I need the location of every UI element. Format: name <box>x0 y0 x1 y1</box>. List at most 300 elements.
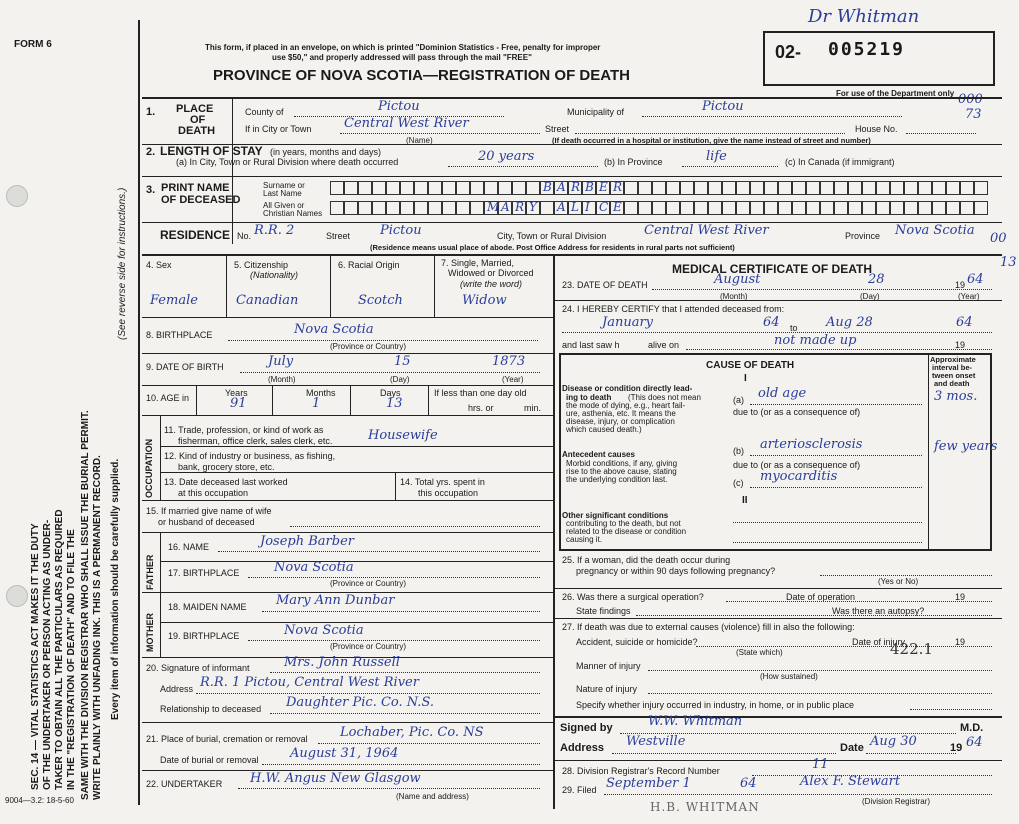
other-conditions-line-2 <box>733 542 922 543</box>
registration-prefix: 02- <box>775 42 802 62</box>
marital-status-sublabel: (write the word) <box>460 279 523 289</box>
letter-cell[interactable] <box>876 181 890 195</box>
birthplace-value[interactable]: Nova Scotia <box>294 322 374 337</box>
rule <box>350 385 351 415</box>
letter-cell[interactable] <box>414 201 428 215</box>
letter-cell[interactable] <box>932 201 946 215</box>
attended-from-value[interactable]: January <box>602 315 654 330</box>
disease-label-5: ure, asthenia, etc. It means the <box>566 409 676 418</box>
letter-cell[interactable] <box>694 201 708 215</box>
municipality-label: Municipality of <box>567 107 625 117</box>
rule <box>330 254 331 317</box>
division-registrar-signature[interactable]: Alex F. Stewart <box>800 774 901 789</box>
letter-cell[interactable] <box>470 181 484 195</box>
letter-cell[interactable] <box>610 201 624 215</box>
letter-cell[interactable] <box>638 201 652 215</box>
printed-letter: Y <box>529 200 537 214</box>
letter-cell[interactable] <box>918 181 932 195</box>
letter-cell[interactable] <box>778 181 792 195</box>
dob-month-sublabel: (Month) <box>268 375 296 384</box>
physician-address-value[interactable]: Westville <box>626 734 686 749</box>
cause-b-value[interactable]: arteriosclerosis <box>760 437 863 452</box>
side-instruction-7: Every item of information should be carefully supplied. <box>110 458 121 720</box>
printed-letter: A <box>501 200 510 214</box>
marital-status-label-2: Widowed or Divorced <box>448 268 534 278</box>
age-years-value[interactable]: 91 <box>230 396 247 411</box>
letter-cell[interactable] <box>610 181 624 195</box>
residence-province-value[interactable]: Nova Scotia <box>895 223 975 238</box>
letter-cell[interactable] <box>456 201 470 215</box>
death-month-value[interactable]: August <box>714 272 761 287</box>
letter-cell[interactable] <box>582 201 596 215</box>
letter-cell[interactable] <box>582 181 596 195</box>
letter-cell[interactable] <box>848 181 862 195</box>
letter-cell[interactable] <box>834 181 848 195</box>
rule <box>142 254 1002 256</box>
letter-cell[interactable] <box>428 181 442 195</box>
letter-cell[interactable] <box>694 181 708 195</box>
father-side-label: FATHER <box>145 554 155 590</box>
letter-cell[interactable] <box>736 181 750 195</box>
surname-label-1: Surname or <box>263 181 305 190</box>
given-label-1: All Given or <box>263 201 305 210</box>
residence-no-value[interactable]: R.R. 2 <box>254 223 295 238</box>
letter-cell[interactable] <box>904 181 918 195</box>
age-label: 10. AGE in <box>146 393 190 403</box>
letter-cell[interactable] <box>890 181 904 195</box>
rule <box>160 532 161 657</box>
filed-date-value[interactable]: September 1 <box>606 776 691 791</box>
death-date-line <box>652 289 992 290</box>
letter-cell[interactable] <box>596 201 610 215</box>
letter-cell[interactable] <box>974 181 988 195</box>
rule <box>142 722 553 723</box>
cause-c-label: (c) <box>733 478 744 488</box>
letter-cell[interactable] <box>554 201 568 215</box>
letter-cell[interactable] <box>498 181 512 195</box>
citizenship-value[interactable]: Canadian <box>236 293 299 308</box>
letter-cell[interactable] <box>932 181 946 195</box>
informant-address-value[interactable]: R.R. 1 Pictou, Central West River <box>200 675 419 690</box>
printed-letter: E <box>613 200 622 214</box>
stay-province-label: (b) In Province <box>604 157 663 167</box>
letter-cell[interactable] <box>344 181 358 195</box>
cause-b-interval[interactable]: few years <box>934 439 998 454</box>
attended-to-year[interactable]: 64 <box>956 315 973 330</box>
other-conditions-label-4: causing it. <box>566 535 603 544</box>
last-saw-value[interactable]: not made up <box>774 333 857 348</box>
autopsy-question: Was there an autopsy? <box>832 606 925 616</box>
city-town-label: If in City or Town <box>245 124 312 134</box>
letter-cell[interactable] <box>876 201 890 215</box>
registration-number: 005219 <box>828 39 906 60</box>
letter-cell[interactable] <box>400 201 414 215</box>
mother-maiden-name-label: 18. MAIDEN NAME <box>168 602 247 612</box>
place-label-3: DEATH <box>178 125 216 137</box>
mother-birthplace-sublabel: (Province or Country) <box>330 642 407 651</box>
burial-date-label: Date of burial or removal <box>160 755 259 765</box>
letter-cell[interactable] <box>526 201 540 215</box>
external-causes-label: 27. If death was due to external causes (violence) fill in also the following: <box>562 622 855 632</box>
binder-hole <box>6 185 28 207</box>
father-birthplace-label: 17. BIRTHPLACE <box>168 568 240 578</box>
death-day-value[interactable]: 28 <box>868 272 885 287</box>
mail-notice-1: This form, if placed in an envelope, on which is printed "Dominion Statistics - Free, penalty for improper <box>205 43 601 52</box>
letter-cell[interactable] <box>806 181 820 195</box>
letter-cell[interactable] <box>456 181 470 195</box>
attended-to-value[interactable]: Aug 28 <box>826 315 873 330</box>
letter-cell[interactable] <box>358 181 372 195</box>
binder-hole <box>6 585 28 607</box>
side-instruction-2: OF THE UNDERTAKER OR PERSON ACTING AS UNDER- <box>42 519 53 790</box>
record-number-value[interactable]: 11 <box>812 757 829 772</box>
father-birthplace-value[interactable]: Nova Scotia <box>274 560 354 575</box>
surname-letter-grid[interactable] <box>330 181 990 195</box>
letter-cell[interactable] <box>862 181 876 195</box>
marital-status-value[interactable]: Widow <box>462 293 507 308</box>
letter-cell[interactable] <box>638 181 652 195</box>
letter-cell[interactable] <box>498 201 512 215</box>
side-instruction-6: WRITE PLAINLY WITH UNFADING INK. THIS IS A PERMANENT RECORD. <box>92 455 103 800</box>
undertaker-label: 22. UNDERTAKER <box>146 779 223 789</box>
surgery-line <box>726 601 992 602</box>
cause-b-line <box>750 455 922 456</box>
dob-year[interactable]: 1873 <box>492 354 526 369</box>
letter-cell[interactable] <box>596 181 610 195</box>
letter-cell[interactable] <box>484 181 498 195</box>
dob-year-sublabel: (Year) <box>502 375 524 384</box>
cause-b-label: (b) <box>733 446 744 456</box>
cause-b-due-to: due to (or as a consequence of) <box>733 460 861 470</box>
cause-a-value[interactable]: old age <box>758 386 807 401</box>
department-use-label: For use of the Department only <box>836 89 955 98</box>
last-worked-label-2: at this occupation <box>178 488 249 498</box>
letter-cell[interactable] <box>428 201 442 215</box>
given-names-letter-grid[interactable] <box>330 201 990 215</box>
stay-city-value[interactable]: 20 years <box>478 149 535 164</box>
county-value[interactable]: Pictou <box>378 99 420 114</box>
burial-place-value[interactable]: Lochaber, Pic. Co. NS <box>340 725 484 740</box>
burial-date-value[interactable]: August 31, 1964 <box>290 746 399 761</box>
letter-cell[interactable] <box>834 201 848 215</box>
sign-date-line <box>866 753 956 754</box>
letter-cell[interactable] <box>806 201 820 215</box>
signed-by-label: Signed by <box>560 722 613 734</box>
letter-cell[interactable] <box>666 201 680 215</box>
death-year-value[interactable]: 64 <box>967 272 984 287</box>
last-saw-year-prefix: 19 <box>955 340 966 350</box>
mother-side-label: MOTHER <box>145 613 155 652</box>
city-name-sublabel: (Name) <box>406 136 433 145</box>
how-sustained-sublabel: (How sustained) <box>760 672 818 681</box>
letter-cell[interactable] <box>708 181 722 195</box>
death-year-prefix: 19 <box>955 280 966 290</box>
mother-birthplace-line <box>248 640 540 641</box>
mother-maiden-name-value[interactable]: Mary Ann Dunbar <box>276 593 395 608</box>
letter-cell[interactable] <box>624 181 638 195</box>
minutes-label: min. <box>524 403 542 413</box>
citizenship-label: 5. Citizenship <box>234 260 289 270</box>
physician-address-label: Address <box>560 742 605 754</box>
rule <box>395 472 396 500</box>
cause-a-interval[interactable]: 3 mos. <box>934 389 978 404</box>
cause-a-due-to: due to (or as a consequence of) <box>733 407 861 417</box>
rule <box>142 500 553 501</box>
sign-year-prefix: 19 <box>950 742 963 754</box>
racial-origin-value[interactable]: Scotch <box>358 293 403 308</box>
printed-letter: R <box>613 180 623 194</box>
informant-line <box>270 672 540 673</box>
dob-day[interactable]: 15 <box>394 354 411 369</box>
other-conditions-label-3: related to the disease or condition <box>566 527 687 536</box>
relationship-label: Relationship to deceased <box>160 704 262 714</box>
occupation-side-label: OCCUPATION <box>144 438 154 498</box>
side-instruction-5: SAME WITH THE DIVISION REGISTRAR WHO SHALL ISSUE THE BURIAL PERMIT. <box>80 410 91 800</box>
hours-label: hrs. or <box>468 403 494 413</box>
undertaker-line <box>238 788 540 789</box>
state-which-sublabel: (State which) <box>736 648 783 657</box>
disease-label-4: the mode of dying, e.g., heart fail- <box>566 401 686 410</box>
dob-month[interactable]: July <box>268 354 294 369</box>
residence-street-value[interactable]: Pictou <box>380 223 422 238</box>
dob-line <box>240 372 540 373</box>
letter-cell[interactable] <box>946 201 960 215</box>
letter-cell[interactable] <box>918 201 932 215</box>
burial-place-label: 21. Place of burial, cremation or removal <box>146 734 308 744</box>
city-line <box>340 133 540 134</box>
attended-from-year[interactable]: 64 <box>763 315 780 330</box>
rule <box>553 254 555 809</box>
letter-cell[interactable] <box>540 201 554 215</box>
letter-cell[interactable] <box>344 201 358 215</box>
death-day-sublabel: (Day) <box>860 292 880 301</box>
letter-cell[interactable] <box>372 201 386 215</box>
findings-label: State findings <box>576 606 631 616</box>
printed-letter: M <box>487 200 500 214</box>
father-name-line <box>218 551 540 552</box>
disease-label-3: (This does not mean <box>628 393 701 402</box>
letter-cell[interactable] <box>680 181 694 195</box>
trade-label-1: 11. Trade, profession, or kind of work as <box>164 425 324 435</box>
mother-maiden-name-line <box>262 611 540 612</box>
form-number: FORM 6 <box>14 39 52 50</box>
classification-code[interactable]: 422.1 <box>890 640 933 658</box>
letter-cell[interactable] <box>358 201 372 215</box>
dob-day-sublabel: (Day) <box>390 375 410 384</box>
letter-cell[interactable] <box>400 181 414 195</box>
letter-cell[interactable] <box>722 201 736 215</box>
city-town-value[interactable]: Central West River <box>344 116 469 131</box>
industry-label-2: bank, grocery store, etc. <box>178 462 275 472</box>
letter-cell[interactable] <box>750 181 764 195</box>
letter-cell[interactable] <box>890 201 904 215</box>
operation-year-prefix: 19 <box>955 592 966 602</box>
medical-certificate-title: MEDICAL CERTIFICATE OF DEATH <box>672 262 872 276</box>
filed-line <box>604 794 992 795</box>
nature-label: Nature of injury <box>576 684 638 694</box>
municipality-value[interactable]: Pictou <box>702 99 744 114</box>
trade-value[interactable]: Housewife <box>368 428 438 443</box>
rule <box>142 415 553 416</box>
age-months-value[interactable]: 1 <box>312 396 321 411</box>
letter-cell[interactable] <box>778 201 792 215</box>
informant-address-line <box>196 693 540 694</box>
letter-cell[interactable] <box>568 181 582 195</box>
interval-label-3: tween onset <box>932 371 976 380</box>
manner-label: Manner of injury <box>576 661 641 671</box>
stay-city-line <box>448 166 598 167</box>
last-saw-label: and last saw h <box>562 340 620 350</box>
letter-cell[interactable] <box>512 201 526 215</box>
letter-cell[interactable] <box>750 201 764 215</box>
stay-province-line <box>682 166 778 167</box>
letter-cell[interactable] <box>386 181 400 195</box>
cause-c-value[interactable]: myocarditis <box>760 469 838 484</box>
injury-location-label: Specify whether injury occurred in industry, in home, or in public place <box>576 700 854 710</box>
informant-signature[interactable]: Mrs. John Russell <box>284 655 400 670</box>
cause-a-line <box>750 404 922 405</box>
letter-cell[interactable] <box>848 201 862 215</box>
letter-cell[interactable] <box>442 201 456 215</box>
place-num: 1. <box>146 106 156 118</box>
age-days-value[interactable]: 13 <box>386 396 403 411</box>
residence-note: (Residence means usual place of abode. Post Office Address for residents in rural parts not sufficient) <box>370 243 735 252</box>
residence-city-label: City, Town or Rural Division <box>497 231 607 241</box>
rule <box>555 618 1002 619</box>
last-saw-alive-label: alive on <box>648 340 680 350</box>
letter-cell[interactable] <box>442 181 456 195</box>
letter-cell[interactable] <box>624 201 638 215</box>
letter-cell[interactable] <box>960 201 974 215</box>
industry-label-1: 12. Kind of industry or business, as fishing, <box>164 451 336 461</box>
last-worked-label-1: 13. Date deceased last worked <box>164 477 288 487</box>
letter-cell[interactable] <box>330 201 344 215</box>
letter-cell[interactable] <box>414 181 428 195</box>
handwritten-top-name: Dr Whitman <box>808 6 920 27</box>
letter-cell[interactable] <box>708 201 722 215</box>
letter-cell[interactable] <box>470 201 484 215</box>
informant-label: 20. Signature of informant <box>146 663 250 673</box>
letter-cell[interactable] <box>652 201 666 215</box>
father-birthplace-sublabel: (Province or Country) <box>330 579 407 588</box>
age-years-label: Years <box>225 388 248 398</box>
letter-cell[interactable] <box>764 181 778 195</box>
county-label: County of <box>245 107 284 117</box>
death-date-label: 23. DATE OF DEATH <box>562 280 648 290</box>
residence-street-label: Street <box>326 231 351 241</box>
printed-letter: A <box>557 200 566 214</box>
letter-cell[interactable] <box>568 201 582 215</box>
letter-cell[interactable] <box>862 201 876 215</box>
printed-letter: E <box>599 180 608 194</box>
letter-cell[interactable] <box>540 181 554 195</box>
letter-cell[interactable] <box>960 181 974 195</box>
stay-province-value[interactable]: life <box>706 149 727 164</box>
letter-cell[interactable] <box>652 181 666 195</box>
left-margin-rule <box>138 20 140 805</box>
sign-year-value[interactable]: 64 <box>966 735 983 750</box>
letter-cell[interactable] <box>554 181 568 195</box>
letter-cell[interactable] <box>666 181 680 195</box>
burial-place-line <box>318 743 540 744</box>
letter-cell[interactable] <box>792 181 806 195</box>
residence-province-label: Province <box>845 231 881 241</box>
antecedent-label-4: the underlying condition last. <box>566 475 668 484</box>
printed-letter: C <box>599 200 609 214</box>
interval-label-1: Approximate <box>930 355 976 364</box>
letter-cell[interactable] <box>792 201 806 215</box>
relationship-value[interactable]: Daughter Pic. Co. N.S. <box>286 695 435 710</box>
letter-cell[interactable] <box>820 181 834 195</box>
physician-signature[interactable]: W.W. Whitman <box>648 714 743 729</box>
sex-value[interactable]: Female <box>150 293 198 308</box>
side-instruction-3: TAKER TO OBTAIN ALL THE PARTICULARS AS REQUIRED <box>54 509 65 790</box>
margin-code-3: 00 <box>990 231 1007 246</box>
findings-line <box>636 615 992 616</box>
letter-cell[interactable] <box>526 181 540 195</box>
letter-cell[interactable] <box>512 181 526 195</box>
injury-location-line <box>910 709 992 710</box>
letter-cell[interactable] <box>330 181 344 195</box>
letter-cell[interactable] <box>764 201 778 215</box>
antecedent-label-1: Antecedent causes <box>562 450 635 459</box>
letter-cell[interactable] <box>946 181 960 195</box>
letter-cell[interactable] <box>372 181 386 195</box>
interval-label-2: interval be- <box>932 363 973 372</box>
filed-label: 29. Filed <box>562 785 597 795</box>
accident-label: Accident, suicide or homicide? <box>576 637 698 647</box>
letter-cell[interactable] <box>820 201 834 215</box>
pregnancy-sublabel: (Yes or No) <box>878 577 919 586</box>
relationship-line <box>270 713 540 714</box>
printed-letter: B <box>543 180 552 194</box>
filed-year-value[interactable]: 64 <box>740 776 757 791</box>
manner-line <box>648 670 992 671</box>
spouse-line <box>290 526 540 527</box>
father-name-value[interactable]: Joseph Barber <box>260 534 354 549</box>
mother-birthplace-value[interactable]: Nova Scotia <box>284 623 364 638</box>
undertaker-value[interactable]: H.W. Angus New Glasgow <box>250 771 421 786</box>
disease-label-7: which caused death.) <box>566 425 642 434</box>
other-conditions-line-1 <box>733 522 922 523</box>
burial-date-line <box>262 764 540 765</box>
printed-letter: B <box>585 180 594 194</box>
letter-cell[interactable] <box>904 201 918 215</box>
letter-cell[interactable] <box>974 201 988 215</box>
stay-city-label: (a) In City, Town or Rural Division where death occurred <box>176 157 399 167</box>
death-year-sublabel: (Year) <box>958 292 980 301</box>
trade-label-2: fisherman, office clerk, sales clerk, etc. <box>178 436 333 446</box>
injury-year-prefix: 19 <box>955 637 966 647</box>
rule <box>196 385 197 415</box>
rule <box>555 716 1002 718</box>
letter-cell[interactable] <box>386 201 400 215</box>
disease-label-2: ing to death <box>566 393 612 402</box>
division-registrar-sublabel: (Division Registrar) <box>862 797 931 806</box>
letter-cell[interactable] <box>736 201 750 215</box>
name-num: 3. <box>146 184 156 196</box>
death-month-sublabel: (Month) <box>720 292 748 301</box>
rule <box>555 588 1002 589</box>
letter-cell[interactable] <box>722 181 736 195</box>
margin-code-4: 13 <box>1000 255 1017 270</box>
residence-city-value[interactable]: Central West River <box>644 223 769 238</box>
sign-date-value[interactable]: Aug 30 <box>870 734 917 749</box>
letter-cell[interactable] <box>680 201 694 215</box>
letter-cell[interactable] <box>484 201 498 215</box>
mother-birthplace-label: 19. BIRTHPLACE <box>168 631 240 641</box>
attended-to-label: to <box>790 323 798 333</box>
